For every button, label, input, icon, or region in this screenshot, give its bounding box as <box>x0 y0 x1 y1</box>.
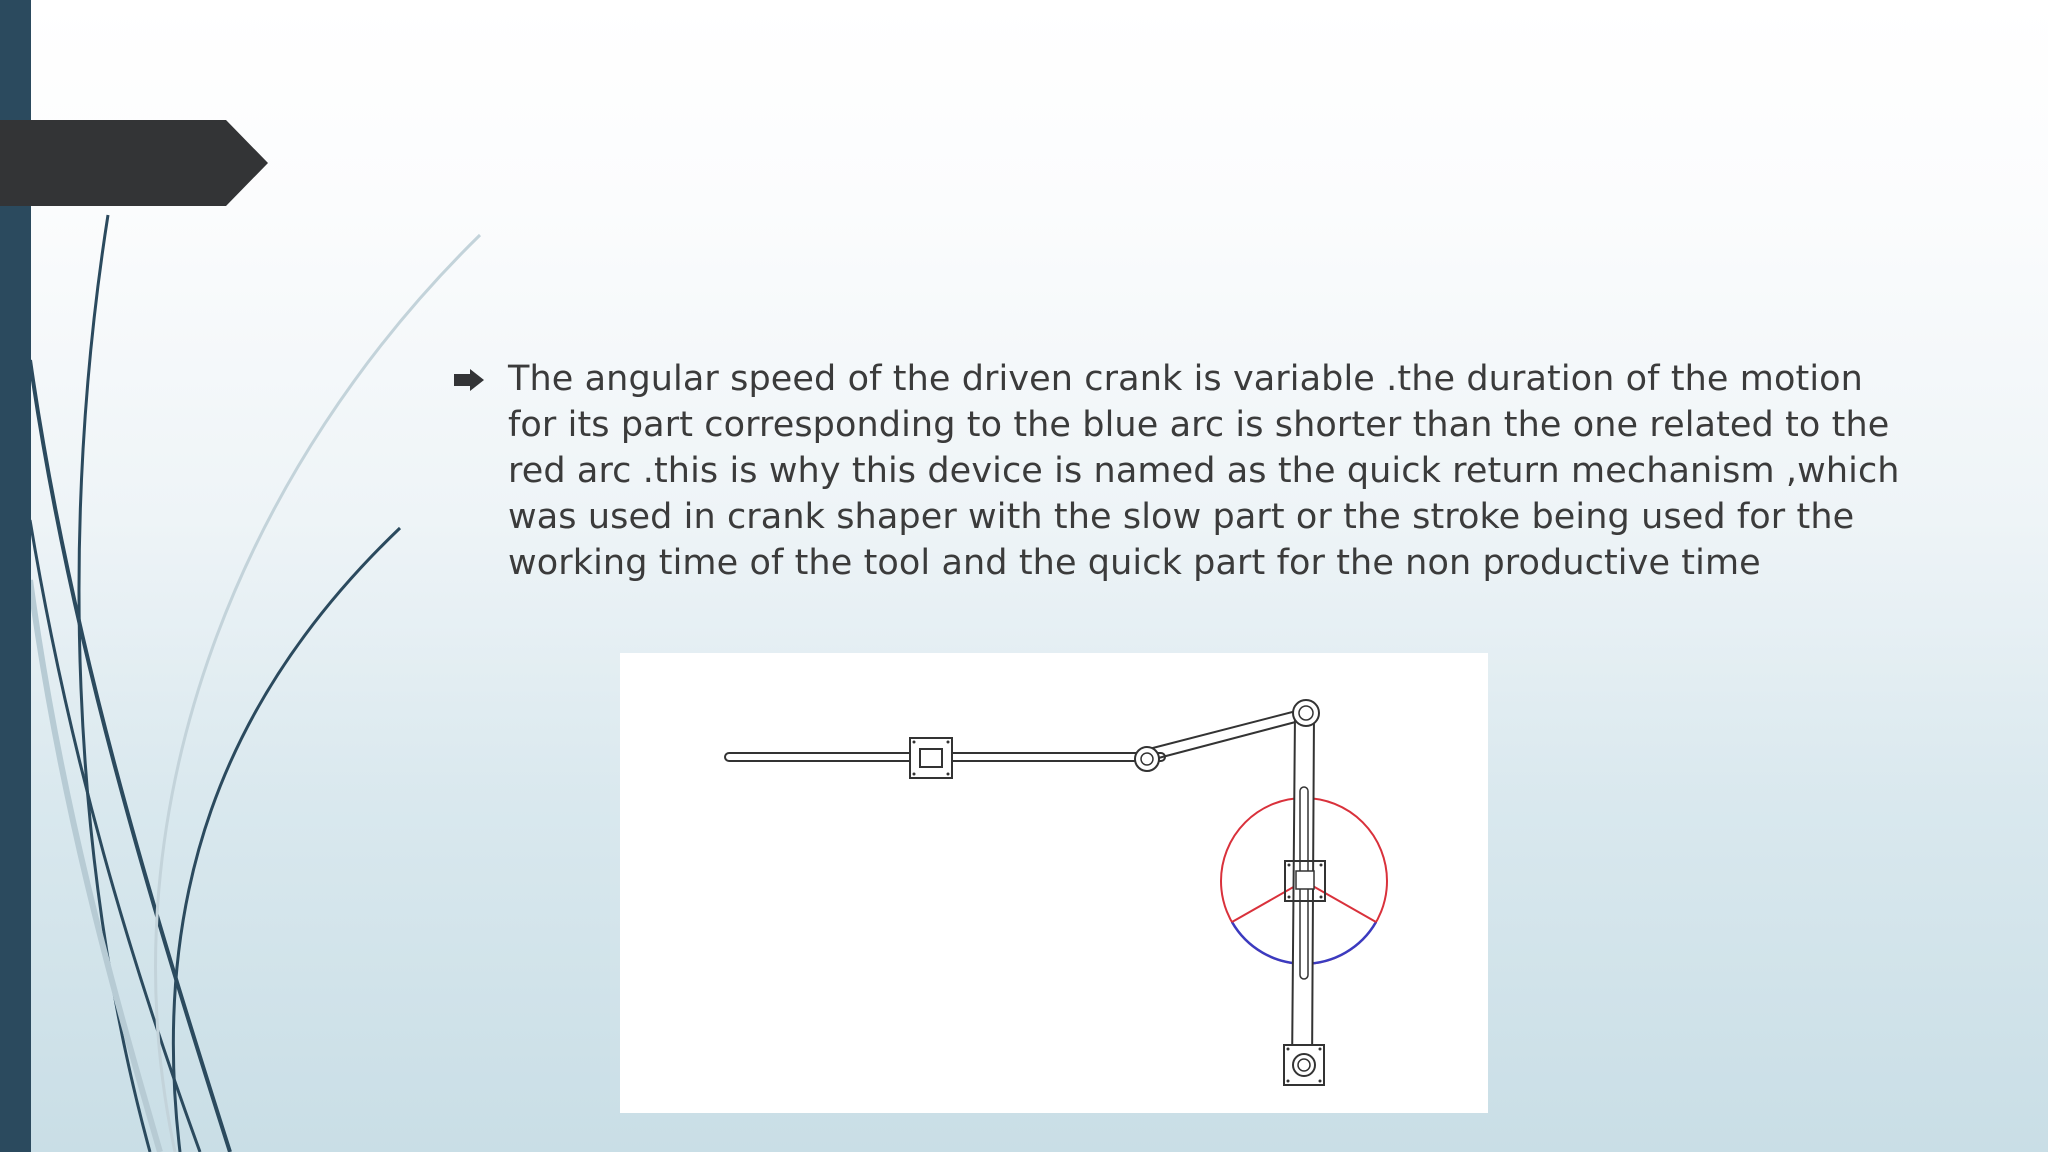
content-area <box>452 356 1912 586</box>
title-tab <box>0 120 270 206</box>
ram-joint <box>1135 747 1159 771</box>
connecting-link-top <box>1145 709 1304 750</box>
connecting-link-bottom <box>1147 719 1307 761</box>
bullet-item <box>452 356 1912 586</box>
slider-block <box>910 738 952 778</box>
bullet-text: The angular speed of the driven crank is variable .the duration of the motion for its part corresponding to the blue arc is shorter than the one related to the red arc .this is why this device is named as the quick return mechanism ,which was used in crank shaper with the slow part or the stroke being used for the working time of the tool and the quick part for the non productive time <box>508 359 1900 583</box>
arrow-right-icon <box>452 368 486 392</box>
bottom-pivot-base <box>1284 1045 1324 1085</box>
mechanism-diagram <box>620 653 1488 1113</box>
lever-top-joint <box>1293 700 1319 726</box>
